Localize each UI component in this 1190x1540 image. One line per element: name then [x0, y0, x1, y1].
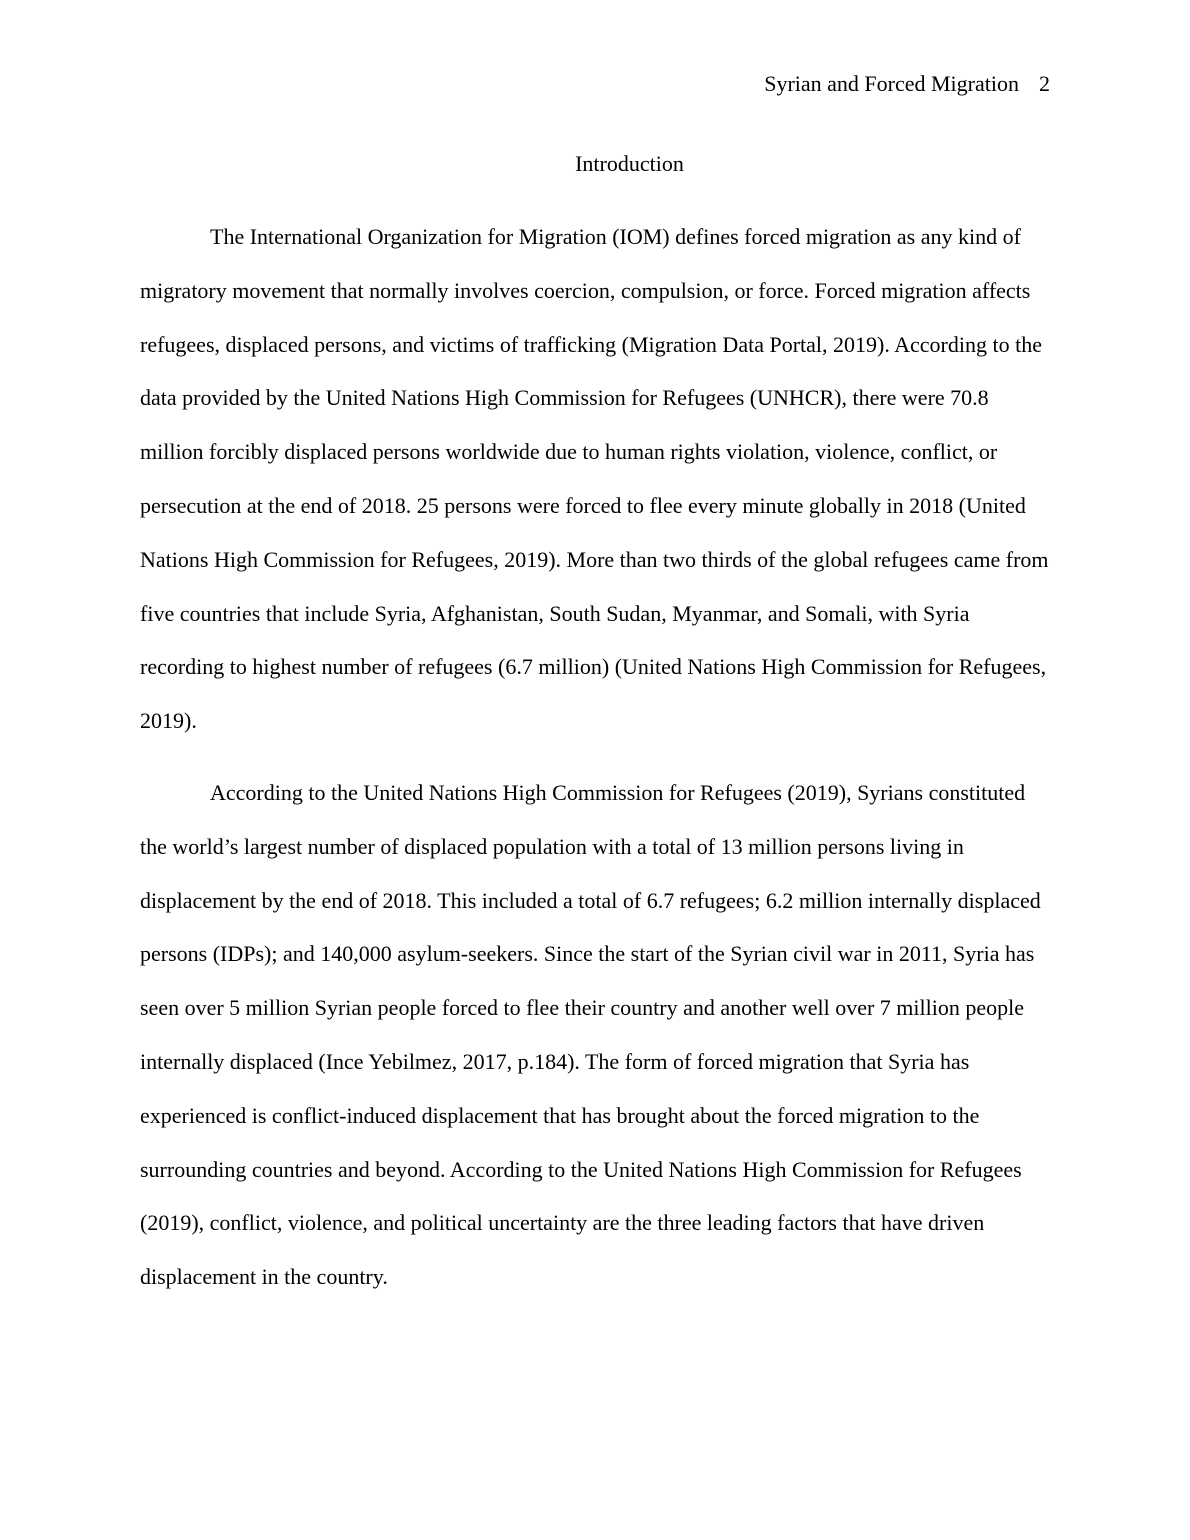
- section-title: Introduction: [575, 151, 684, 176]
- body-paragraph-1: The International Organization for Migration (IOM) defines forced migration as any kind of migratory movement that normally involves coercion, compulsion, or force. Forced migration affects refugees, displaced persons, and victims of trafficking (Migration Data Portal, 2019). According to the data provided by the United Nations High Commission for Refugees (UNHCR), there were 70.8 million forcibly displaced persons worldwide due to human rights violation, violence, conflict, or persecution at the end of 2018. 25 persons were forced to flee every minute globally in 2018 (United Nations High Commission for Refugees, 2019). More than two thirds of the global refugees came from five countries that include Syria, Afghanistan, South Sudan, Myanmar, and Somali, with Syria recording to highest number of refugees (6.7 million) (United Nations High Commission for Refugees, 2019).: [140, 224, 1049, 734]
- body-paragraph-2: According to the United Nations High Commission for Refugees (2019), Syrians constituted the world’s largest number of displaced population with a total of 13 million persons living in displacement by the end of 2018. This included a total of 6.7 refugees; 6.2 million internally displaced persons (IDPs); and 140,000 asylum-seekers. Since the start of the Syrian civil war in 2011, Syria has seen over 5 million Syrian people forced to flee their country and another well over 7 million people internally displaced (Ince Yebilmez, 2017, p.184). The form of forced migration that Syria has experienced is conflict-induced displacement that has brought about the forced migration to the surrounding countries and beyond. According to the United Nations High Commission for Refugees (2019), conflict, violence, and political uncertainty are the three leading factors that have driven displacement in the country.: [140, 780, 1041, 1290]
- running-head-title: Syrian and Forced Migration: [764, 71, 1019, 96]
- running-head: [764, 68, 1050, 100]
- page-number: 2: [1039, 71, 1050, 96]
